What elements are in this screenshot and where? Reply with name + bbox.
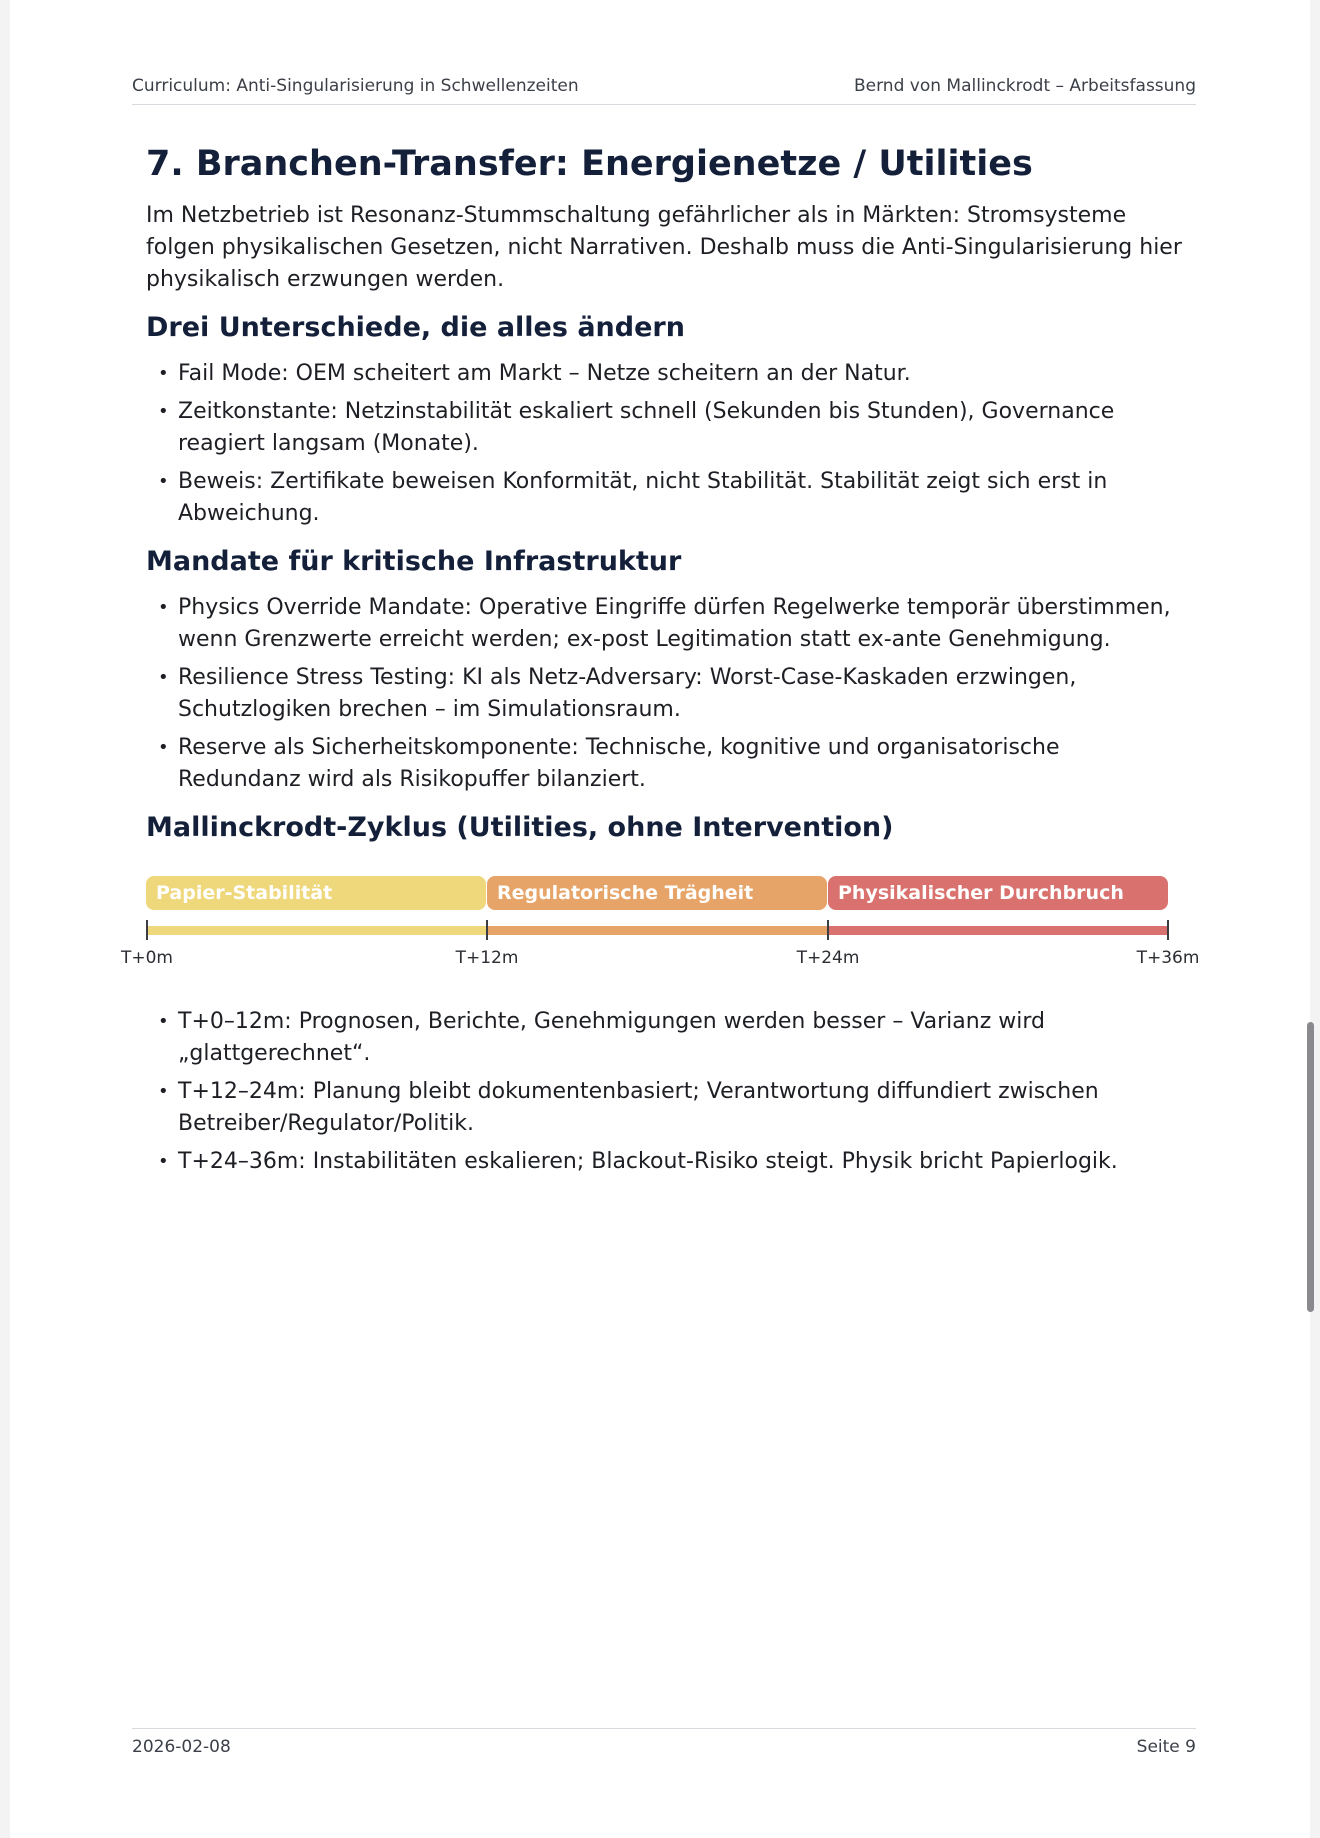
list-item: • T+12–24m: Planung bleibt dokumentenbasiert; Verantwortung diffundiert zwischen Betreiber/Regulator/Politik. <box>170 1076 1186 1140</box>
tick-label-0: T+0m <box>120 948 174 968</box>
list-item: • Fail Mode: OEM scheitert am Markt – Netze scheitern an der Natur. <box>170 358 1186 390</box>
cycle-list <box>146 1006 1186 1178</box>
bullet-icon: • <box>158 1011 169 1032</box>
tick-label-24: T+24m <box>796 948 860 968</box>
cycle-heading: Mallinckrodt-Zyklus (Utilities, ohne Intervention) <box>146 812 894 843</box>
page-header <box>132 76 1196 105</box>
list-item: • T+0–12m: Prognosen, Berichte, Genehmigungen werden besser – Varianz wird „glattgerechnet“. <box>170 1006 1186 1070</box>
page-content <box>120 140 1200 1184</box>
list-item: • T+24–36m: Instabilitäten eskalieren; Blackout-Risiko steigt. Physik bricht Papierlogik. <box>170 1146 1186 1178</box>
mandates-list <box>146 592 1186 796</box>
phase-physical-breakthrough: Physikalischer Durchbruch <box>828 876 1168 910</box>
list-item: • Resilience Stress Testing: KI als Netz-Adversary: Worst-Case-Kaskaden erzwingen, Schutzlogiken brechen – im Simulationsraum. <box>170 662 1186 726</box>
tick-0 <box>146 920 148 940</box>
bullet-icon: • <box>158 1151 169 1172</box>
scrollbar-thumb[interactable] <box>1307 1022 1314 1312</box>
cycle-timeline <box>120 866 1200 986</box>
differences-heading: Drei Unterschiede, die alles ändern <box>146 312 685 343</box>
header-author: Bernd von Mallinckrodt – Arbeitsfassung <box>854 76 1196 96</box>
bullet-icon: • <box>158 1081 169 1102</box>
tick-label-12: T+12m <box>455 948 519 968</box>
bullet-icon: • <box>158 667 169 688</box>
phase-regulatory-inertia: Regulatorische Trägheit <box>487 876 827 910</box>
tick-12 <box>486 920 488 940</box>
bullet-icon: • <box>158 597 169 618</box>
footer-page-number: Seite 9 <box>1136 1737 1196 1757</box>
axis-segment-1 <box>487 926 828 935</box>
footer-date: 2026-02-08 <box>132 1737 231 1757</box>
bullet-icon: • <box>158 737 169 758</box>
tick-36 <box>1167 920 1169 940</box>
page-footer <box>132 1728 1196 1757</box>
tick-24 <box>827 920 829 940</box>
phase-paper-stability: Papier-Stabilität <box>146 876 486 910</box>
section-title: 7. Branchen-Transfer: Energienetze / Utilities <box>146 144 1033 184</box>
document-page <box>10 0 1310 1838</box>
bullet-icon: • <box>158 471 169 492</box>
list-item: • Reserve als Sicherheitskomponente: Technische, kognitive und organisatorische Redundanz wird als Risikopuffer bilanziert. <box>170 732 1186 796</box>
axis-segment-2 <box>828 926 1168 935</box>
list-item: • Beweis: Zertifikate beweisen Konformität, nicht Stabilität. Stabilität zeigt sich erst in Abweichung. <box>170 466 1186 530</box>
list-item: • Physics Override Mandate: Operative Eingriffe dürfen Regelwerke temporär überstimmen, wenn Grenzwerte erreicht werden; ex-post Legitimation statt ex-ante Genehmigung. <box>170 592 1186 656</box>
header-document-title: Curriculum: Anti-Singularisierung in Schwellenzeiten <box>132 76 579 96</box>
tick-label-36: T+36m <box>1136 948 1200 968</box>
mandates-heading: Mandate für kritische Infrastruktur <box>146 546 682 577</box>
bullet-icon: • <box>158 363 169 384</box>
list-item: • Zeitkonstante: Netzinstabilität eskaliert schnell (Sekunden bis Stunden), Governance reagiert langsam (Monate). <box>170 396 1186 460</box>
axis-segment-0 <box>146 926 487 935</box>
differences-list <box>146 358 1186 530</box>
bullet-icon: • <box>158 401 169 422</box>
section-intro: Im Netzbetrieb ist Resonanz-Stummschaltung gefährlicher als in Märkten: Stromsysteme folgen physikalischen Gesetzen, nicht Narrativen. Deshalb muss die Anti-Singularisierung hier physikalisch erzwungen werden. <box>146 203 1182 292</box>
